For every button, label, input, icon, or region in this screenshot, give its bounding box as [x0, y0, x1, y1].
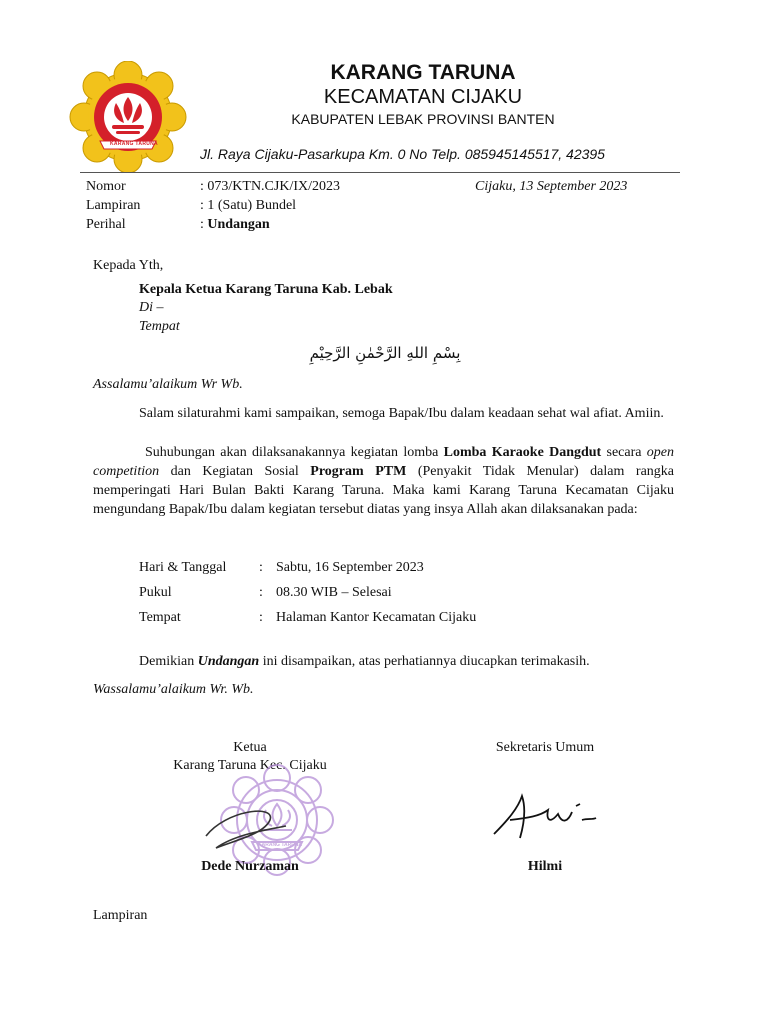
- header-divider: [80, 172, 680, 173]
- lampiran-value: : 1 (Satu) Bundel: [200, 198, 297, 213]
- closing-paragraph: [139, 652, 679, 671]
- closing-part-a: Demikian: [139, 654, 198, 669]
- stamp-text: KARANG TARUNA: [258, 842, 303, 848]
- nomor-label: Nomor: [86, 179, 126, 194]
- signature-left-scribble: [196, 800, 306, 860]
- opening-salam: Assalamu’alaikum Wr Wb.: [93, 377, 243, 392]
- paragraph-1: Salam silaturahmi kami sampaikan, semoga Bapak/Ibu dalam keadaan sehat wal afiat. Amiin.: [139, 406, 664, 421]
- event-row-date-label: Hari & Tanggal: [139, 560, 227, 575]
- paragraph-2-part-g: (Penyakit Tidak Menular) dalam rangka memperingati Hari Bulan Bakti Karang Taruna. Maka kami Karang Taruna Kecamatan Cijaku mengundang Bapak/Ibu dalam kegiatan tersebut diatas yang insya Allah akan dilaksanakan pada:: [93, 464, 674, 517]
- signer-right-name: Hilmi: [527, 859, 563, 874]
- org-address: Jl. Raya Cijaku-Pasarkupa Km. 0 No Telp. 085945145517, 42395: [200, 146, 605, 162]
- perihal-colon: :: [200, 217, 208, 232]
- event-row-place-label: Tempat: [139, 610, 181, 625]
- bismillah-calligraphy: بِسْمِ اللهِ الرَّحْمٰنِ الرَّحِيْمِ: [309, 344, 461, 362]
- event-row-time-colon: :: [259, 585, 263, 600]
- recipient-di: Di –: [139, 300, 164, 315]
- place-date: Cijaku, 13 September 2023: [475, 179, 628, 194]
- paragraph-2-event-name: Lomba Karaoke Dangdut: [443, 445, 602, 460]
- lampiran-label: Lampiran: [86, 198, 141, 213]
- paragraph-2-part-c: secara: [601, 445, 647, 460]
- recipient-place: Tempat: [139, 319, 180, 334]
- signer-left-name: Dede Nurzaman: [201, 859, 299, 874]
- event-row-time-label: Pukul: [139, 585, 172, 600]
- signature-right-scribble: [488, 790, 598, 846]
- perihal-value: [200, 215, 270, 234]
- organization-logo: [66, 61, 190, 173]
- paragraph-2-part-e: dan Kegiatan Sosial: [159, 464, 311, 479]
- org-regency: KABUPATEN LEBAK PROVINSI BANTEN: [291, 111, 555, 127]
- event-row-place-value: Halaman Kantor Kecamatan Cijaku: [276, 610, 477, 625]
- event-row-date-colon: :: [259, 560, 263, 575]
- attachment-label: Lampiran: [93, 908, 148, 923]
- org-name: KARANG TARUNA: [330, 61, 516, 84]
- recipient-greeting: Kepada Yth,: [93, 258, 164, 273]
- perihal-text: Undangan: [207, 217, 270, 232]
- paragraph-2-program-name: Program PTM: [310, 464, 407, 479]
- nomor-value: : 073/KTN.CJK/IX/2023: [200, 179, 340, 194]
- signer-left-organization: Karang Taruna Kec. Cijaku: [173, 758, 327, 773]
- paragraph-2-open-competition: open competition: [93, 445, 674, 479]
- recipient-name: Kepala Ketua Karang Taruna Kab. Lebak: [139, 282, 393, 297]
- closing-undangan: Undangan: [197, 654, 260, 669]
- event-row-time-value: 08.30 WIB – Selesai: [276, 585, 392, 600]
- signer-left-title: Ketua: [233, 740, 267, 755]
- paragraph-2: [93, 443, 674, 519]
- logo-text: KARANG TARUNA: [110, 141, 158, 147]
- event-row-place-colon: :: [259, 610, 263, 625]
- perihal-label: Perihal: [86, 217, 126, 232]
- signer-right-title: Sekretaris Umum: [495, 740, 595, 755]
- event-row-date-value: Sabtu, 16 September 2023: [276, 560, 424, 575]
- closing-part-c: ini disampaikan, atas perhatiannya diucapkan terimakasih.: [259, 654, 590, 669]
- org-district: KECAMATAN CIJAKU: [323, 86, 523, 108]
- paragraph-2-part-a: Suhubungan akan dilaksanakannya kegiatan lomba: [145, 445, 444, 460]
- closing-salam: Wassalamu’alaikum Wr. Wb.: [93, 682, 254, 697]
